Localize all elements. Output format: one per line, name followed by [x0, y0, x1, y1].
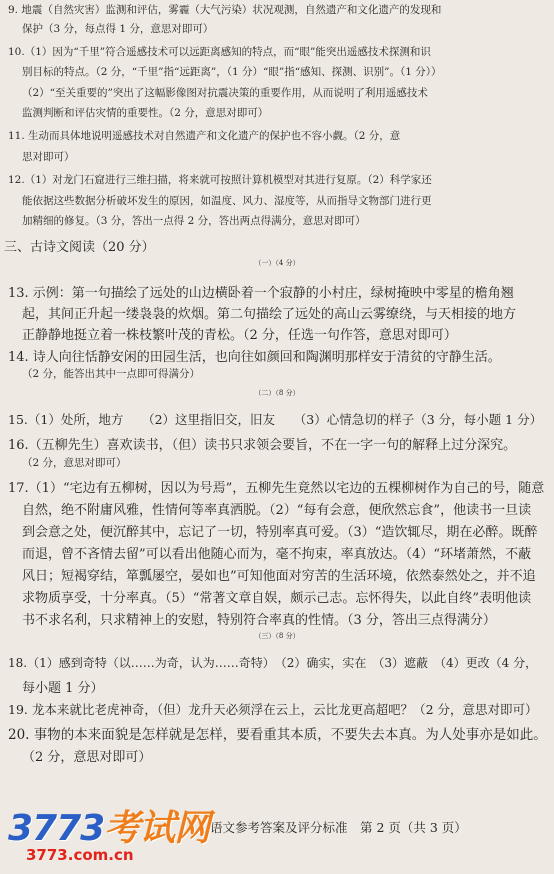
answer-line: 思对即可） — [22, 151, 75, 163]
logo-suffix: 考试网 — [104, 808, 210, 849]
answer-line: 而退，曾不吝情去留”可以看出他随心而为，毫不拘束，率真放达。（4）“环堵萧然，不蔽 — [22, 547, 532, 562]
answer-line: （2 分，意思对即可） — [22, 750, 152, 765]
answer-line: 11. 生动而具体地说明遥感技术对自然遗产和文化遗产的保护也不容小觑。（2 分，意 — [8, 130, 401, 142]
section-heading: （三）（8 分） — [254, 632, 300, 640]
answer-line: 每小题 1 分） — [22, 681, 104, 696]
answer-line: 正静静地挺立着一株枝繁叶茂的青松。（2 分，任选一句作答，意思对即可） — [22, 328, 457, 343]
answer-line: 18.（1）感到奇特（以……为奇，认为……奇特） （2）确实，实在 （3）遮蔽 （4）更改（4 分， — [8, 656, 538, 670]
answer-line: 自然，绝不附庸风雅，性情何等率真洒脱。（2）“每有会意，便欣然忘食”，他读书一旦读 — [22, 503, 532, 518]
answer-line: 14. 诗人向往恬静安闲的田园生活，也向往如颜回和陶渊明那样安于清贫的守静生活。 — [8, 350, 501, 365]
answer-line: 10.（1）因为“千里”符合遥感技术可以远距离感知的特点，而“眼”能突出遥感技术探测和识 — [8, 46, 431, 58]
section-heading: （一）（4 分） — [254, 259, 300, 267]
answer-line: 书不求名利，只求精神上的安慰，特别符合率真的性情。（3 分，答出三点得满分） — [22, 613, 496, 628]
answer-line: 9. 地震（自然灾害）监测和评估，雾霾（大气污染）状况观测，自然遗产和文化遗产的发现和 — [8, 4, 442, 16]
answer-line: 15.（1）处所，地方 （2）这里指旧交，旧友 （3）心情急切的样子（3 分，每小题 1 分） — [8, 412, 543, 427]
answer-line: 能依据这些数据分析破坏发生的原因，如温度、风力、湿度等，从而指导文物部门进行更 — [22, 195, 432, 207]
answer-line: 监测判断和评估灾情的重要性。（2 分，意思对即可） — [22, 107, 269, 119]
answer-line: 20. 事物的本来面貌是怎样就是怎样，要看重其本质，不要失去本真。为人处事亦是如此。 — [8, 727, 547, 743]
section-heading: （二）（8 分） — [254, 389, 300, 397]
answer-line: 16.（五柳先生）喜欢读书，（但）读书只求领会要旨，不在一字一句的解释上过分深究。 — [8, 438, 517, 453]
answer-line: 起，其间正升起一缕袅袅的炊烟。第二句描绘了远处的高山云雾缭绕，与天相接的地方 — [22, 307, 517, 322]
answer-line: 保护（3 分，每点得 1 分，意思对即可） — [22, 23, 214, 35]
page-footer: 语文参考答案及评分标准 第 2 页（共 3 页） — [210, 820, 467, 835]
answer-line: 加精细的修复。（3 分，答出一点得 2 分，答出两点得满分，意思对即可） — [22, 215, 366, 227]
answer-line: 求物质享受，十分率真。（5）“常著文章自娱，颇示己志。忘怀得失，以此自终”表明他读 — [22, 591, 532, 606]
answer-line: 到会意之处，便沉醉其中，忘记了一切，特别率真可爱。（3）“造饮辄尽，期在必醉。既醉 — [22, 525, 538, 540]
answer-line: （2 分，能答出其中一点即可得满分） — [22, 368, 201, 380]
answer-line: 17.（1）“宅边有五柳树，因以为号焉”，五柳先生竟然以宅边的五棵柳树作为自己的号，随意 — [8, 481, 545, 496]
answer-line: （2 分，意思对即可） — [22, 457, 127, 469]
site-logo-watermark — [8, 800, 209, 851]
site-url-watermark: 3773.com.cn — [26, 846, 134, 864]
answer-line: 风日；短褐穿结，箪瓢屡空，晏如也”可知他面对穷苦的生活环境，依然泰然处之，并不追 — [22, 569, 536, 584]
logo-prefix: 3773 — [8, 808, 105, 849]
answer-line: 别目标的特点。（2 分，“千里”指“远距离”，（1 分）“眼”指“感知、探测、识别”。（1 分）） — [22, 66, 442, 78]
answer-line: 19. 龙本来就比老虎神奇，（但）龙升天必须浮在云上，云比龙更高超吧？（2 分，意思对即可） — [8, 702, 538, 717]
answer-line: 三、古诗文阅读（20 分） — [4, 240, 155, 255]
answer-line: 13. 示例：第一句描绘了远处的山边横卧着一个寂静的小村庄，绿树掩映中零星的檐角翘 — [8, 286, 514, 301]
answer-line: （2）“至关重要的”突出了这幅影像图对抗震决策的重要作用，从而说明了利用遥感技术 — [22, 87, 428, 99]
answer-line: 12.（1）对龙门石窟进行三维扫描，将来就可按照计算机模型对其进行复原。（2）科学家还 — [8, 174, 432, 186]
